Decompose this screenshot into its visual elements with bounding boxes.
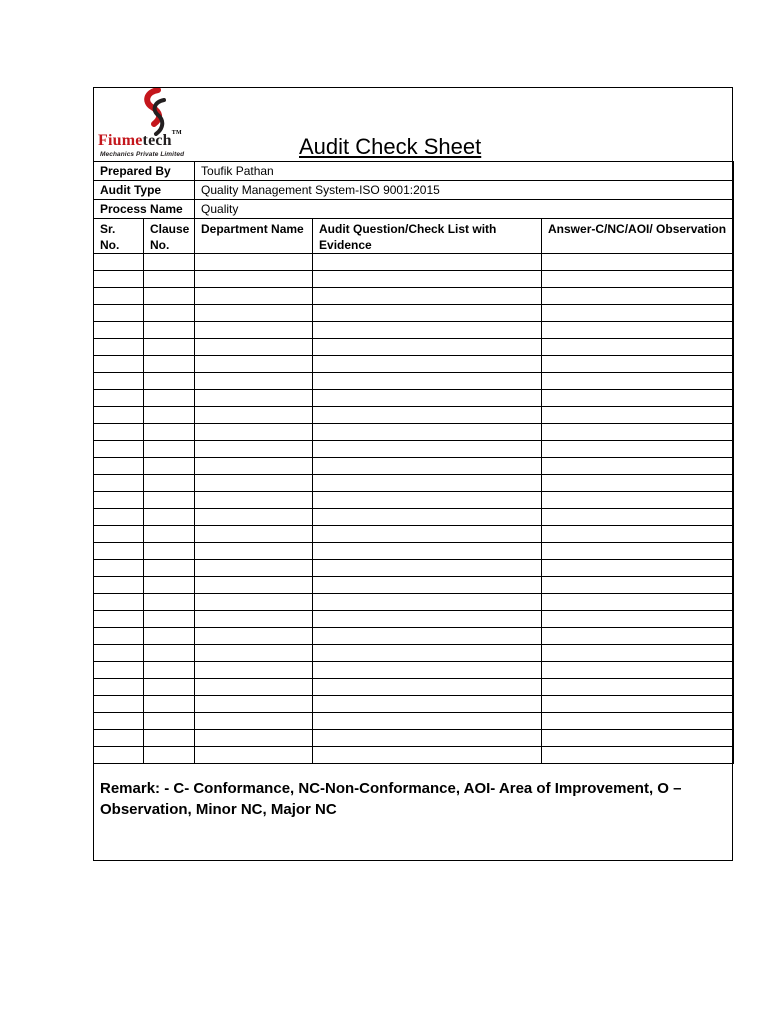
cell-clause-no[interactable] — [144, 730, 195, 747]
table-row — [94, 713, 734, 730]
cell-sr-no[interactable] — [94, 526, 144, 543]
info-label: Audit Type — [94, 181, 195, 200]
cell-clause-no[interactable] — [144, 509, 195, 526]
cell-audit-question[interactable] — [313, 713, 542, 730]
cell-clause-no[interactable] — [144, 339, 195, 356]
cell-answer[interactable] — [542, 458, 734, 475]
cell-audit-question[interactable] — [313, 628, 542, 645]
info-value: Toufik Pathan — [195, 162, 734, 181]
cell-clause-no[interactable] — [144, 543, 195, 560]
table-row — [94, 730, 734, 747]
cell-department[interactable] — [195, 747, 313, 764]
cell-audit-question[interactable] — [313, 543, 542, 560]
cell-clause-no[interactable] — [144, 271, 195, 288]
cell-department[interactable] — [195, 679, 313, 696]
cell-department[interactable] — [195, 628, 313, 645]
cell-clause-no[interactable] — [144, 577, 195, 594]
cell-sr-no[interactable] — [94, 747, 144, 764]
info-row-prepared-by — [94, 162, 734, 181]
table-row — [94, 747, 734, 764]
table-row — [94, 288, 734, 305]
table-row — [94, 679, 734, 696]
cell-audit-question[interactable] — [313, 407, 542, 424]
cell-answer[interactable] — [542, 475, 734, 492]
cell-sr-no[interactable] — [94, 594, 144, 611]
info-label: Process Name — [94, 200, 195, 219]
cell-answer[interactable] — [542, 492, 734, 509]
cell-department[interactable] — [195, 271, 313, 288]
cell-clause-no[interactable] — [144, 407, 195, 424]
cell-audit-question[interactable] — [313, 594, 542, 611]
cell-sr-no[interactable] — [94, 339, 144, 356]
cell-audit-question[interactable] — [313, 611, 542, 628]
cell-clause-no[interactable] — [144, 492, 195, 509]
cell-audit-question[interactable] — [313, 696, 542, 713]
cell-audit-question[interactable] — [313, 662, 542, 679]
table-row — [94, 560, 734, 577]
cell-answer[interactable] — [542, 662, 734, 679]
cell-audit-question[interactable] — [313, 441, 542, 458]
cell-answer[interactable] — [542, 628, 734, 645]
cell-sr-no[interactable] — [94, 577, 144, 594]
cell-sr-no[interactable] — [94, 356, 144, 373]
cell-audit-question[interactable] — [313, 424, 542, 441]
cell-audit-question[interactable] — [313, 509, 542, 526]
cell-sr-no[interactable] — [94, 458, 144, 475]
cell-answer[interactable] — [542, 509, 734, 526]
col-header-audit-question: Audit Question/Check List with Evidence — [313, 219, 542, 254]
cell-answer[interactable] — [542, 322, 734, 339]
cell-answer[interactable] — [542, 254, 734, 271]
table-row — [94, 628, 734, 645]
table-row — [94, 696, 734, 713]
table-row — [94, 509, 734, 526]
cell-answer[interactable] — [542, 356, 734, 373]
cell-answer[interactable] — [542, 645, 734, 662]
cell-clause-no[interactable] — [144, 526, 195, 543]
table-row — [94, 475, 734, 492]
cell-department[interactable] — [195, 713, 313, 730]
cell-audit-question[interactable] — [313, 356, 542, 373]
cell-clause-no[interactable] — [144, 679, 195, 696]
cell-sr-no[interactable] — [94, 679, 144, 696]
cell-sr-no[interactable] — [94, 390, 144, 407]
info-label: Prepared By — [94, 162, 195, 181]
table-row — [94, 254, 734, 271]
cell-department[interactable] — [195, 441, 313, 458]
cell-sr-no[interactable] — [94, 730, 144, 747]
audit-sheet — [93, 87, 733, 861]
cell-answer[interactable] — [542, 594, 734, 611]
cell-clause-no[interactable] — [144, 713, 195, 730]
cell-audit-question[interactable] — [313, 339, 542, 356]
cell-answer[interactable] — [542, 339, 734, 356]
cell-department[interactable] — [195, 424, 313, 441]
cell-clause-no[interactable] — [144, 356, 195, 373]
cell-clause-no[interactable] — [144, 390, 195, 407]
col-header-clause-no: Clause No. — [144, 219, 195, 254]
cell-sr-no[interactable] — [94, 271, 144, 288]
cell-clause-no[interactable] — [144, 458, 195, 475]
cell-clause-no[interactable] — [144, 254, 195, 271]
cell-sr-no[interactable] — [94, 441, 144, 458]
cell-sr-no[interactable] — [94, 662, 144, 679]
cell-department[interactable] — [195, 305, 313, 322]
cell-sr-no[interactable] — [94, 373, 144, 390]
table-row — [94, 339, 734, 356]
table-row — [94, 662, 734, 679]
cell-department[interactable] — [195, 458, 313, 475]
cell-department[interactable] — [195, 322, 313, 339]
info-value: Quality — [195, 200, 734, 219]
cell-sr-no[interactable] — [94, 543, 144, 560]
cell-answer[interactable] — [542, 679, 734, 696]
cell-answer[interactable] — [542, 305, 734, 322]
cell-department[interactable] — [195, 356, 313, 373]
sheet-header — [94, 88, 732, 162]
cell-sr-no[interactable] — [94, 611, 144, 628]
col-header-department: Department Name — [195, 219, 313, 254]
page-title: Audit Check Sheet — [299, 134, 482, 159]
table-row — [94, 271, 734, 288]
cell-department[interactable] — [195, 390, 313, 407]
table-row — [94, 373, 734, 390]
cell-clause-no[interactable] — [144, 424, 195, 441]
cell-clause-no[interactable] — [144, 305, 195, 322]
cell-sr-no[interactable] — [94, 645, 144, 662]
company-logo — [98, 88, 202, 160]
cell-department[interactable] — [195, 339, 313, 356]
cell-answer[interactable] — [542, 543, 734, 560]
cell-department[interactable] — [195, 509, 313, 526]
cell-sr-no[interactable] — [94, 475, 144, 492]
cell-clause-no[interactable] — [144, 322, 195, 339]
cell-sr-no[interactable] — [94, 305, 144, 322]
cell-department[interactable] — [195, 577, 313, 594]
cell-department[interactable] — [195, 611, 313, 628]
cell-audit-question[interactable] — [313, 577, 542, 594]
cell-audit-question[interactable] — [313, 730, 542, 747]
cell-audit-question[interactable] — [313, 492, 542, 509]
cell-clause-no[interactable] — [144, 696, 195, 713]
cell-department[interactable] — [195, 645, 313, 662]
cell-sr-no[interactable] — [94, 696, 144, 713]
logo-s-icon — [134, 88, 174, 136]
cell-answer[interactable] — [542, 713, 734, 730]
cell-department[interactable] — [195, 594, 313, 611]
table-row — [94, 390, 734, 407]
cell-department[interactable] — [195, 288, 313, 305]
cell-answer[interactable] — [542, 424, 734, 441]
table-row — [94, 577, 734, 594]
cell-sr-no[interactable] — [94, 560, 144, 577]
cell-sr-no[interactable] — [94, 628, 144, 645]
cell-department[interactable] — [195, 492, 313, 509]
cell-audit-question[interactable] — [313, 458, 542, 475]
table-row — [94, 526, 734, 543]
cell-audit-question[interactable] — [313, 305, 542, 322]
cell-audit-question[interactable] — [313, 271, 542, 288]
cell-audit-question[interactable] — [313, 373, 542, 390]
cell-clause-no[interactable] — [144, 594, 195, 611]
cell-clause-no[interactable] — [144, 441, 195, 458]
cell-audit-question[interactable] — [313, 645, 542, 662]
cell-answer[interactable] — [542, 577, 734, 594]
cell-department[interactable] — [195, 526, 313, 543]
cell-sr-no[interactable] — [94, 424, 144, 441]
table-row — [94, 305, 734, 322]
cell-answer[interactable] — [542, 747, 734, 764]
cell-clause-no[interactable] — [144, 611, 195, 628]
table-row — [94, 492, 734, 509]
col-header-sr-no: Sr. No. — [94, 219, 144, 254]
cell-answer[interactable] — [542, 271, 734, 288]
logo-wordmark: Fiumetech™ — [98, 130, 182, 149]
table-row — [94, 594, 734, 611]
table-row — [94, 543, 734, 560]
cell-department[interactable] — [195, 254, 313, 271]
cell-sr-no[interactable] — [94, 322, 144, 339]
table-row — [94, 407, 734, 424]
cell-audit-question[interactable] — [313, 288, 542, 305]
cell-audit-question[interactable] — [313, 679, 542, 696]
cell-answer[interactable] — [542, 560, 734, 577]
cell-answer[interactable] — [542, 373, 734, 390]
column-header-row — [94, 219, 734, 254]
cell-sr-no[interactable] — [94, 407, 144, 424]
cell-department[interactable] — [195, 407, 313, 424]
cell-department[interactable] — [195, 696, 313, 713]
table-row — [94, 611, 734, 628]
table-row — [94, 458, 734, 475]
table-row — [94, 645, 734, 662]
cell-audit-question[interactable] — [313, 560, 542, 577]
cell-sr-no[interactable] — [94, 492, 144, 509]
cell-clause-no[interactable] — [144, 560, 195, 577]
cell-answer[interactable] — [542, 526, 734, 543]
logo-subtitle: Mechanics Private Limited — [100, 151, 185, 158]
cell-sr-no[interactable] — [94, 509, 144, 526]
cell-clause-no[interactable] — [144, 645, 195, 662]
cell-audit-question[interactable] — [313, 747, 542, 764]
cell-answer[interactable] — [542, 611, 734, 628]
cell-audit-question[interactable] — [313, 526, 542, 543]
cell-clause-no[interactable] — [144, 288, 195, 305]
cell-clause-no[interactable] — [144, 662, 195, 679]
table-row — [94, 424, 734, 441]
cell-clause-no[interactable] — [144, 747, 195, 764]
cell-answer[interactable] — [542, 696, 734, 713]
info-row-audit-type — [94, 181, 734, 200]
cell-sr-no[interactable] — [94, 713, 144, 730]
cell-department[interactable] — [195, 662, 313, 679]
cell-clause-no[interactable] — [144, 628, 195, 645]
cell-audit-question[interactable] — [313, 475, 542, 492]
cell-sr-no[interactable] — [94, 254, 144, 271]
cell-answer[interactable] — [542, 730, 734, 747]
audit-table — [93, 161, 734, 764]
cell-clause-no[interactable] — [144, 373, 195, 390]
cell-department[interactable] — [195, 475, 313, 492]
cell-department[interactable] — [195, 543, 313, 560]
info-row-process-name — [94, 200, 734, 219]
cell-clause-no[interactable] — [144, 475, 195, 492]
table-row — [94, 356, 734, 373]
cell-audit-question[interactable] — [313, 322, 542, 339]
cell-department[interactable] — [195, 373, 313, 390]
col-header-answer: Answer-C/NC/AOI/ Observation — [542, 219, 734, 254]
cell-audit-question[interactable] — [313, 390, 542, 407]
cell-department[interactable] — [195, 730, 313, 747]
cell-answer[interactable] — [542, 441, 734, 458]
remark-text: Remark: - C- Conformance, NC-Non-Conformance, AOI- Area of Improvement, O – Observation, Minor NC, Major NC — [100, 780, 682, 818]
cell-department[interactable] — [195, 560, 313, 577]
table-row — [94, 322, 734, 339]
info-value: Quality Management System-ISO 9001:2015 — [195, 181, 734, 200]
cell-answer[interactable] — [542, 288, 734, 305]
cell-sr-no[interactable] — [94, 288, 144, 305]
cell-answer[interactable] — [542, 390, 734, 407]
cell-answer[interactable] — [542, 407, 734, 424]
table-row — [94, 441, 734, 458]
cell-audit-question[interactable] — [313, 254, 542, 271]
